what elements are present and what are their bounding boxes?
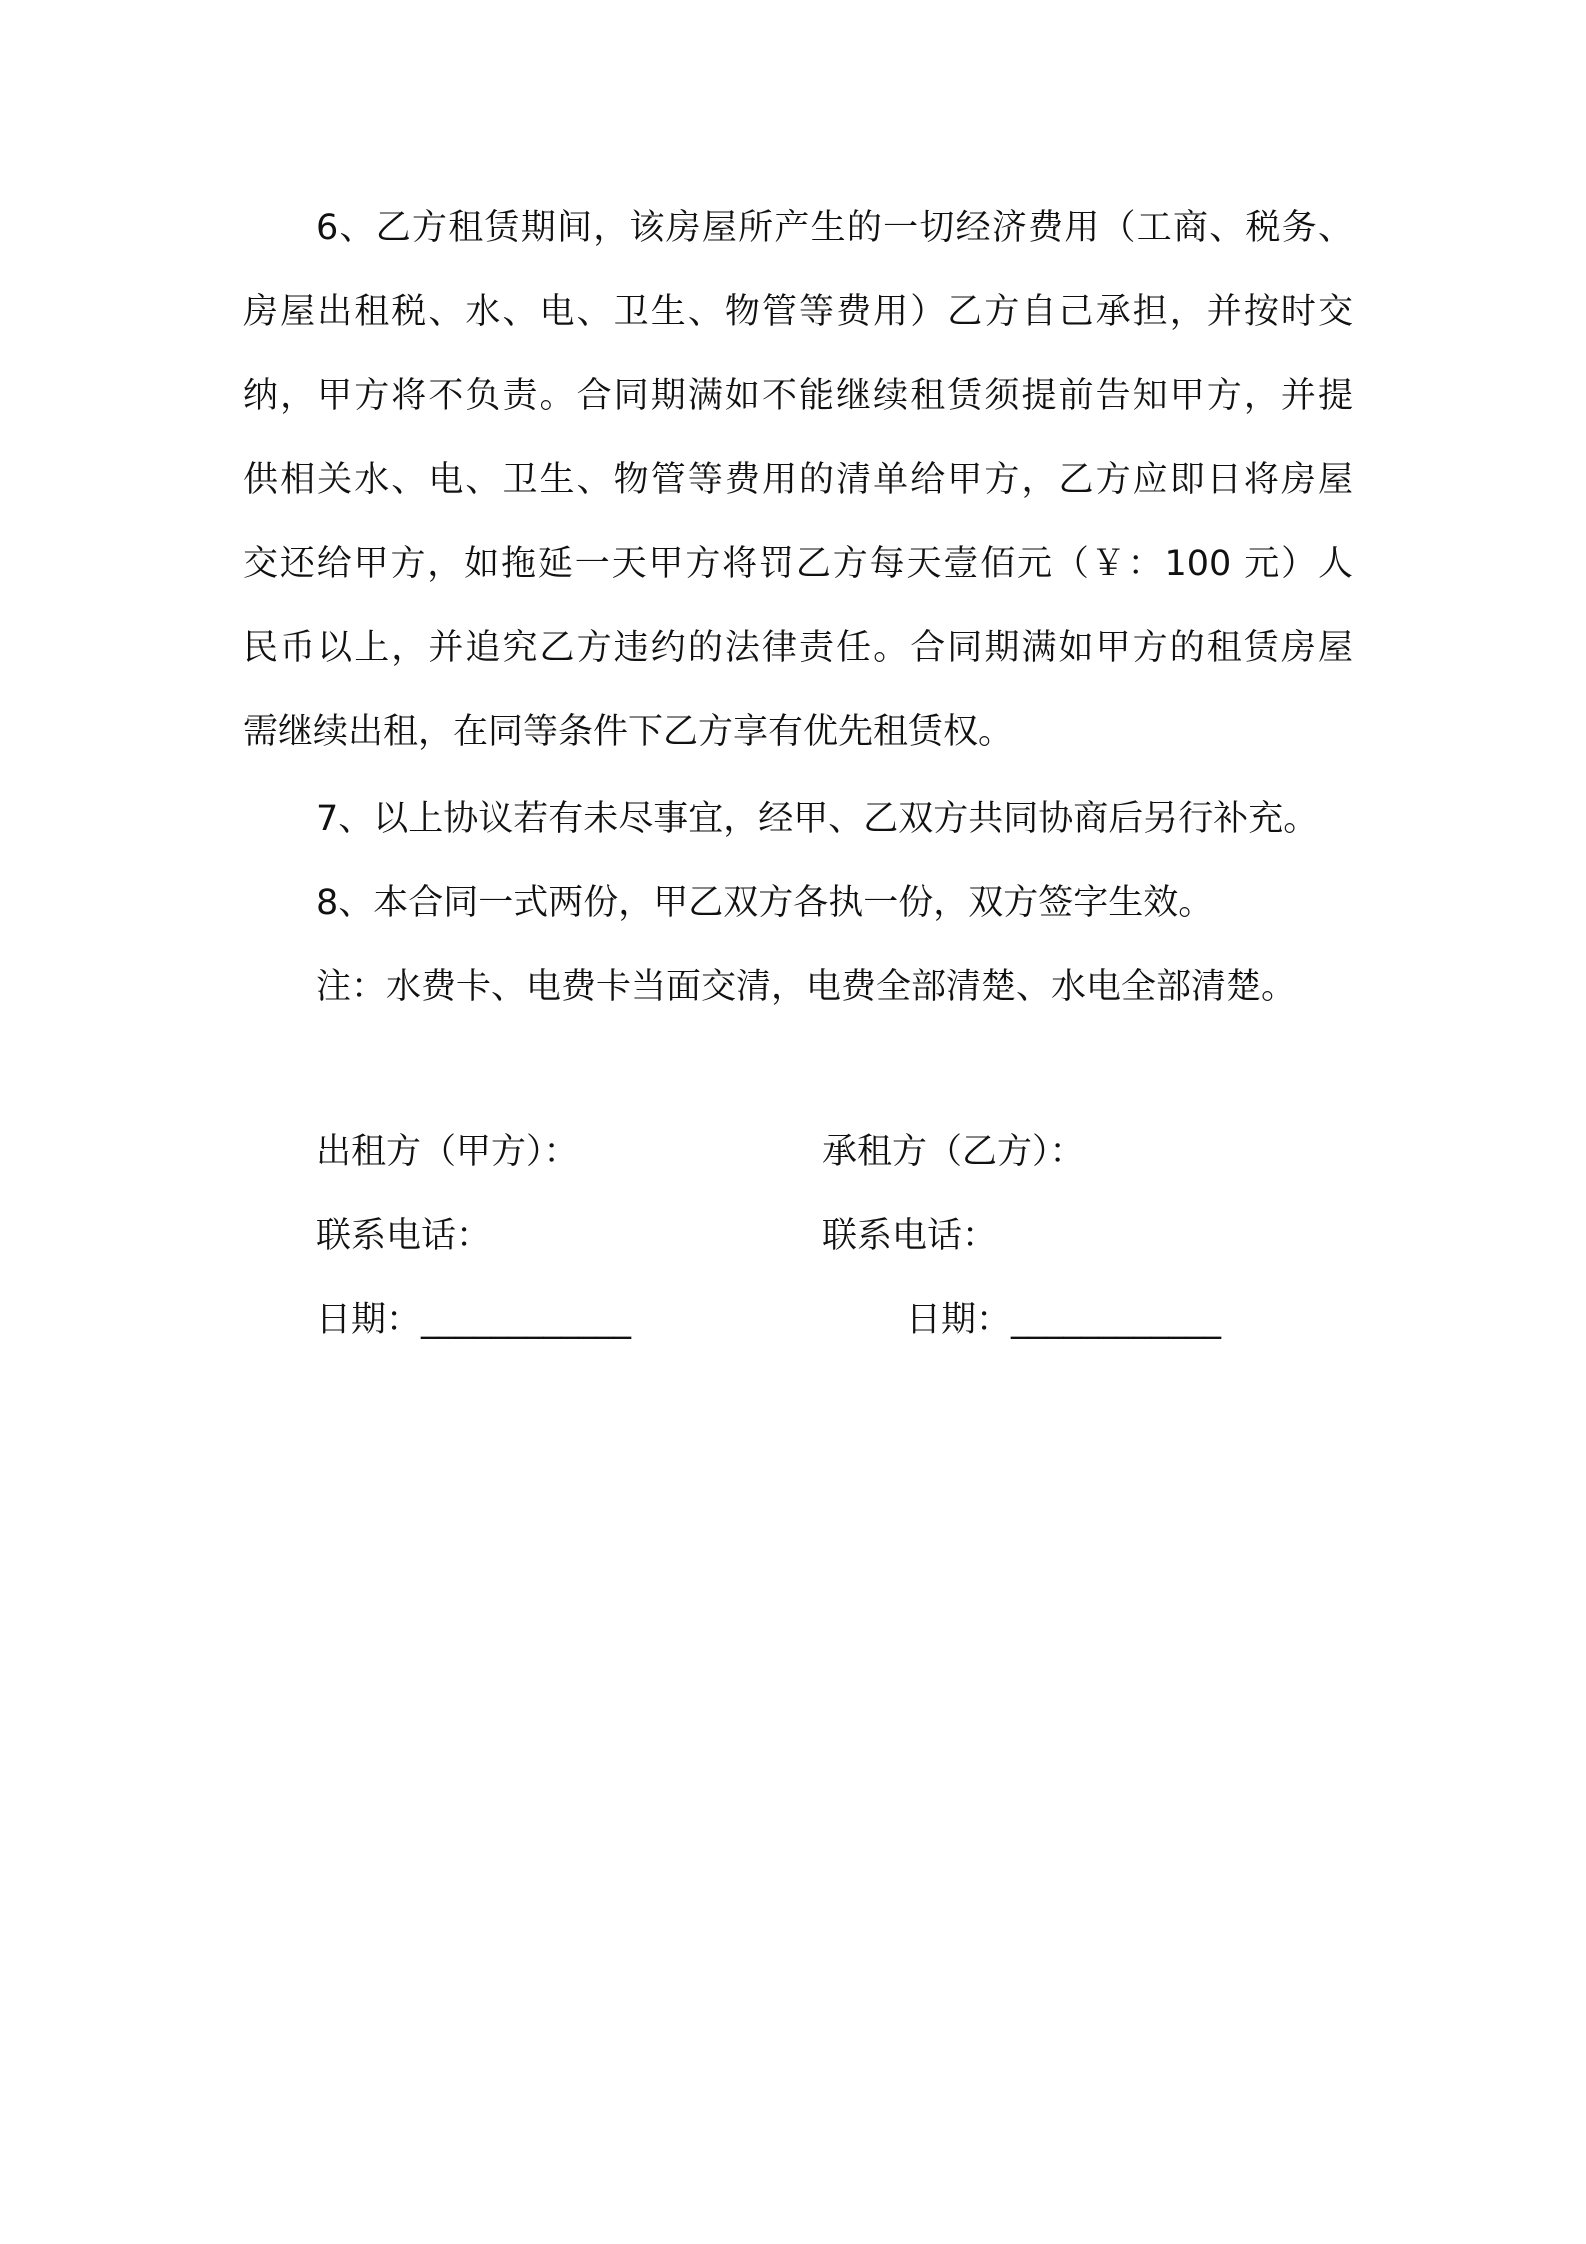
clause-6-line-7: 需继续出租，在同等条件下乙方享有优先租赁权。	[243, 712, 1014, 752]
clause-6-line-6: 民币以上，并追究乙方违约的法律责任。合同期满如甲方的租赁房屋	[243, 628, 1353, 668]
lessee-phone: 联系电话：	[822, 1216, 998, 1256]
clause-7: 7、以上协议若有未尽事宜，经甲、乙双方共同协商后另行补充。	[316, 799, 1319, 839]
clause-6-line-1: 6、乙方租赁期间，该房屋所产生的一切经济费用（工商、税务、	[316, 208, 1353, 248]
lessor-phone: 联系电话：	[316, 1216, 492, 1256]
lessee-label: 承租方（乙方）：	[822, 1132, 1085, 1172]
lessee-date: 日期：____________	[906, 1300, 1222, 1340]
clause-6-line-4: 供相关水、电、卫生、物管等费用的清单给甲方，乙方应即日将房屋	[243, 460, 1353, 500]
note: 注：水费卡、电费卡当面交清，电费全部清楚、水电全部清楚。	[316, 967, 1297, 1007]
lessor-date: 日期：____________	[316, 1300, 632, 1340]
clause-8: 8、本合同一式两份，甲乙双方各执一份，双方签字生效。	[316, 883, 1214, 923]
clause-6-line-2: 房屋出租税、水、电、卫生、物管等费用）乙方自己承担，并按时交	[243, 292, 1353, 332]
lessor-label: 出租方（甲方）：	[316, 1132, 579, 1172]
clause-6-line-3: 纳，甲方将不负责。合同期满如不能继续租赁须提前告知甲方，并提	[243, 376, 1353, 416]
clause-6-line-5: 交还给甲方，如拖延一天甲方将罚乙方每天壹佰元（￥：100 元）人	[243, 544, 1353, 584]
